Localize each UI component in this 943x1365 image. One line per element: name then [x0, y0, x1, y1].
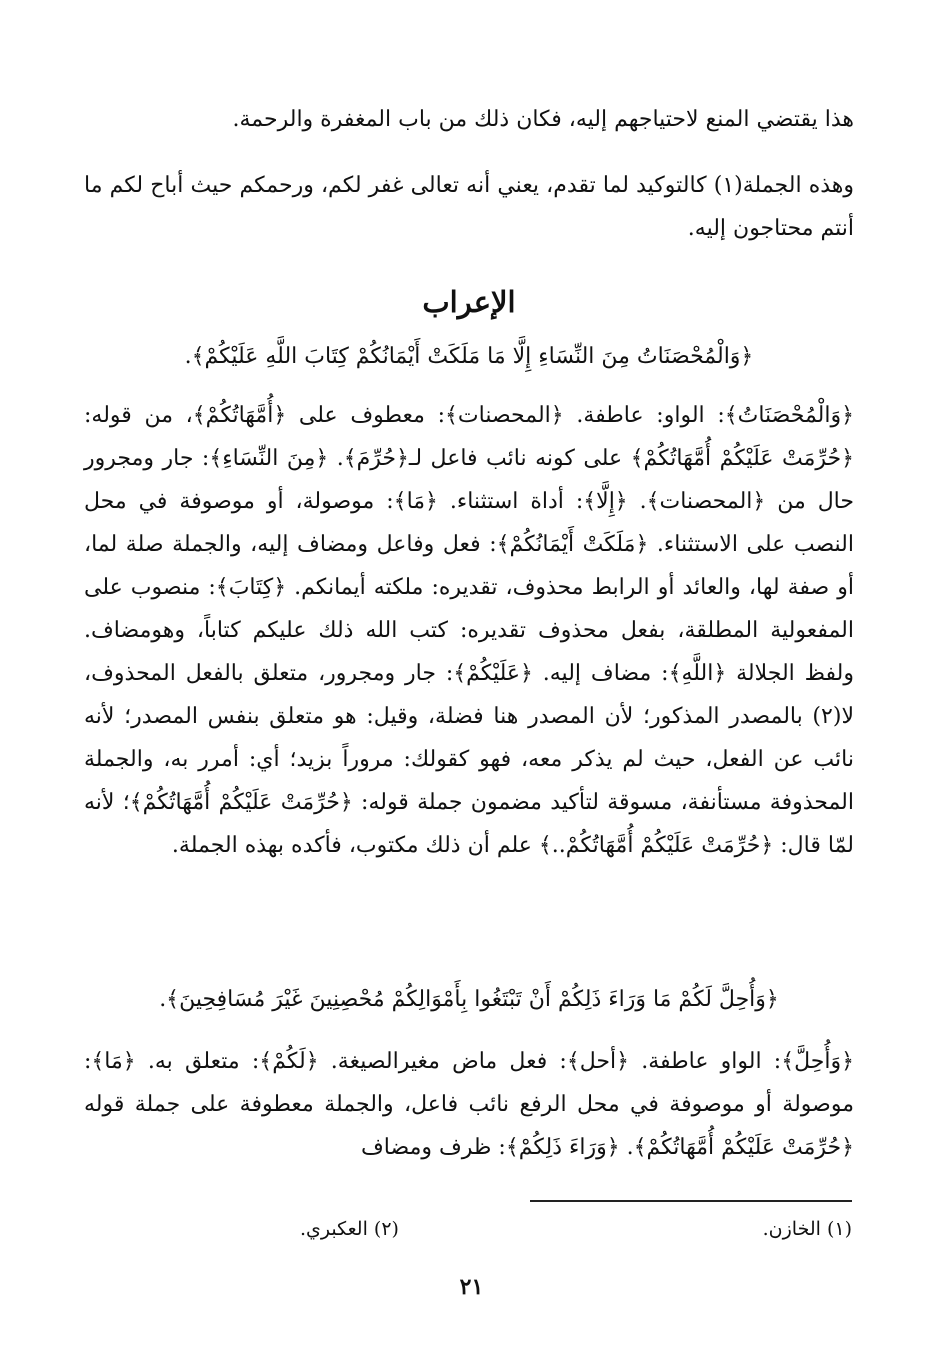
footnotes: [300, 1214, 852, 1244]
paragraph-explanation: وهذه الجملة(١) كالتوكيد لما تقدم، يعني أنه تعالى غفر لكم، ورحمكم حيث أباح لكم ما أنتم محتاجون إليه.: [84, 173, 854, 241]
verse-quote-1: ﴿وَالْمُحْصَنَاتُ مِنَ النِّسَاءِ إِلَّا مَا مَلَكَتْ أَيْمَانُكُمْ كِتَابَ اللَّهِ عَلَيْكُمْ﴾.: [184, 344, 754, 369]
footnote-2: (٢) العكبري.: [300, 1218, 399, 1240]
verse-quote-2: ﴿وَأُحِلَّ لَكُمْ مَا وَرَاءَ ذَلِكُمْ أَنْ تَبْتَغُوا بِأَمْوَالِكُمْ مُحْصِنِينَ غَيْرَ مُسَافِحِينَ﴾.: [159, 987, 779, 1012]
paragraph-intro: هذا يقتضي المنع لاحتياجهم إليه، فكان ذلك من باب المغفرة والرحمة.: [232, 107, 854, 132]
page-number: ٢١: [459, 1274, 484, 1300]
section-heading: الإعراب: [422, 285, 516, 319]
paragraph-grammar-2: ﴿وَأُحِلَّ﴾: الواو عاطفة. ﴿أحل﴾: فعل ماض مغيرالصيغة. ﴿لَكُمْ﴾: متعلق به. ﴿مَا﴾: موصولة أو موصوفة في محل الرفع نائب فاعل، والجملة معطوفة على جملة قوله ﴿حُرِّمَتْ عَلَيْكُمْ أُمَّهَاتُكُمْ﴾. ﴿وَرَاءَ ذَلِكُمْ﴾: ظرف ومضاف: [84, 1049, 854, 1160]
footnote-divider: [530, 1200, 852, 1202]
paragraph-grammar-1: ﴿وَالْمُحْصَنَاتُ﴾: الواو: عاطفة. ﴿المحصنات﴾: معطوف على ﴿أُمَّهَاتُكُمْ﴾، من قوله: ﴿حُرِّمَتْ عَلَيْكُمْ أُمَّهَاتُكُمْ﴾ على كونه نائب فاعل لـ﴿حُرِّمَ﴾. ﴿مِنَ النِّسَاءِ﴾: جار ومجرور حال من ﴿المحصنات﴾. ﴿إِلَّا﴾: أداة استثناء. ﴿مَا﴾: موصولة، أو موصوفة في محل النصب على الاستثناء. ﴿مَلَكَتْ أَيْمَانُكُمْ﴾: فعل وفاعل ومضاف إليه، والجملة صلة لما، أو صفة لها، والعائد أو الرابط محذوف، تقديره: ملكته أيمانكم. ﴿كِتَابَ﴾: منصوب على المفعولية المطلقة، بفعل محذوف تقديره: كتب الله ذلك عليكم كتاباً، وهومضاف. ولفظ الجلالة ﴿اللَّهِ﴾: مضاف إليه. ﴿عَلَيْكُمْ﴾: جار ومجرور، متعلق بالفعل المحذوف، لا(٢) بالمصدر المذكور؛ لأن المصدر هنا فضلة، وقيل: هو متعلق بنفس المصدر؛ لأنه نائب عن الفعل، حيث لم يذكر معه، فهو كقولك: مروراً بزيد؛ أي: أمرر به، والجملة المحذوفة مستأنفة، مسوقة لتأكيد مضمون جملة قوله: ﴿حُرِّمَتْ عَلَيْكُمْ أُمَّهَاتُكُمْ﴾؛ لأنه لمّا قال: ﴿حُرِّمَتْ عَلَيْكُمْ أُمَّهَاتُكُمْ..﴾ علم أن ذلك مكتوب، فأكده بهذه الجملة.: [84, 403, 854, 858]
footnote-1: (١) الخازن.: [762, 1218, 852, 1240]
